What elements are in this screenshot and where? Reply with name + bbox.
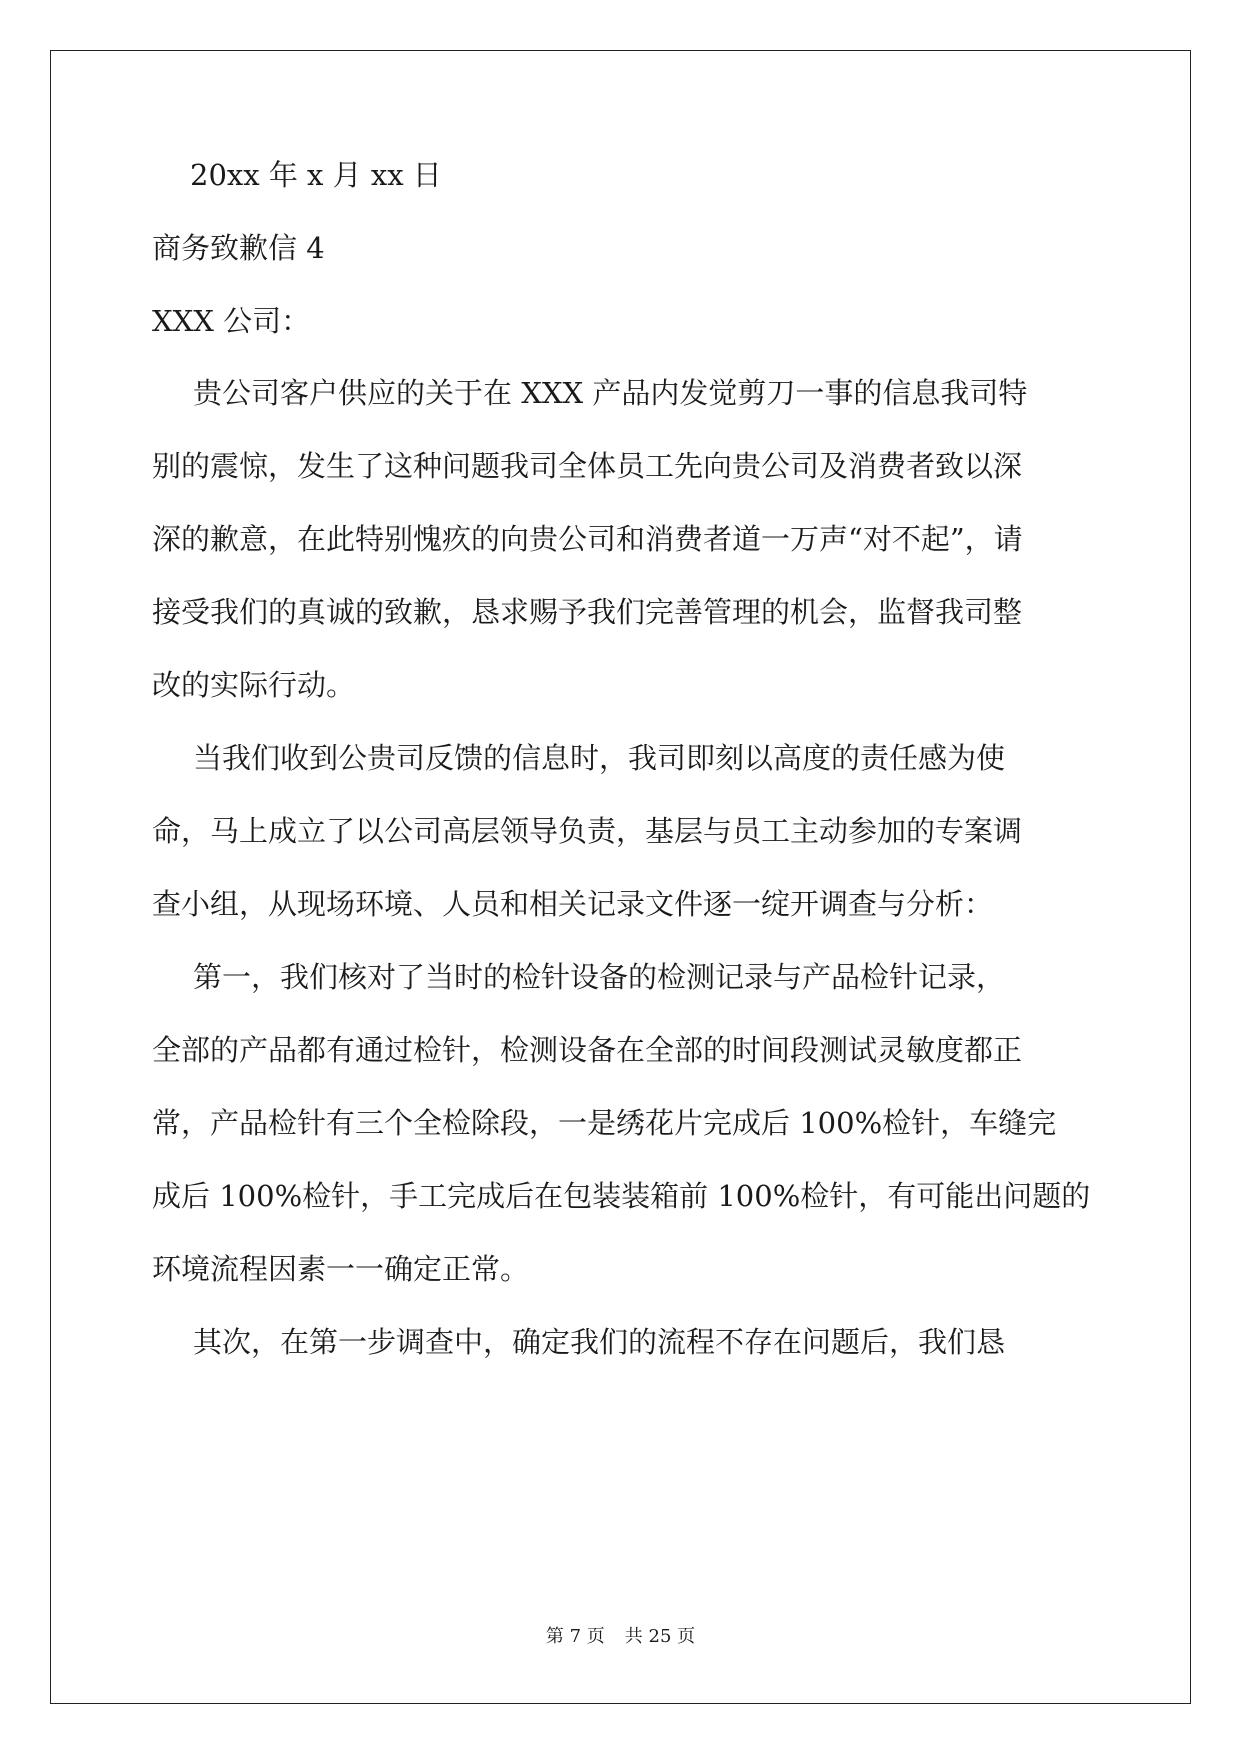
date-line: 20xx 年 x 月 xx 日 <box>190 158 442 192</box>
body-line: 别的震惊，发生了这种问题我司全体员工先向贵公司及消费者致以深 <box>152 449 1023 483</box>
page-number: 第 7 页 <box>545 1626 605 1647</box>
letter-heading: 商务致歉信 4 <box>152 231 325 265</box>
body-line: 当我们收到公贵司反馈的信息时，我司即刻以高度的责任感为使 <box>193 741 1006 775</box>
body-line: 查小组，从现场环境、人员和相关记录文件逐一绽开调查与分析： <box>152 887 994 921</box>
body-line: 其次，在第一步调查中，确定我们的流程不存在问题后，我们恳 <box>193 1325 1006 1359</box>
body-line: 命，马上成立了以公司高层领导负责，基层与员工主动参加的专案调 <box>152 814 1023 848</box>
page-border <box>50 50 1191 1704</box>
body-line: 常，产品检针有三个全检除段，一是绣花片完成后 100%检针，车缝完 <box>152 1106 1057 1140</box>
body-line: 全部的产品都有通过检针，检测设备在全部的时间段测试灵敏度都正 <box>152 1033 1023 1067</box>
body-line: 改的实际行动。 <box>152 668 356 702</box>
salutation: XXX 公司： <box>152 304 311 338</box>
body-line: 第一，我们核对了当时的检针设备的检测记录与产品检针记录， <box>193 960 1006 994</box>
body-line: 成后 100%检针，手工完成后在包装装箱前 100%检针，有可能出问题的 <box>152 1179 1091 1213</box>
body-line: 深的歉意，在此特别愧疚的向贵公司和消费者道一万声“对不起”，请 <box>152 522 1023 556</box>
body-line: 贵公司客户供应的关于在 XXX 产品内发觉剪刀一事的信息我司特 <box>193 376 1028 410</box>
page-total: 共 25 页 <box>624 1626 696 1647</box>
page-footer <box>0 1625 1241 1649</box>
body-line: 接受我们的真诚的致歉，恳求赐予我们完善管理的机会，监督我司整 <box>152 595 1023 629</box>
body-line: 环境流程因素一一确定正常。 <box>152 1252 530 1286</box>
